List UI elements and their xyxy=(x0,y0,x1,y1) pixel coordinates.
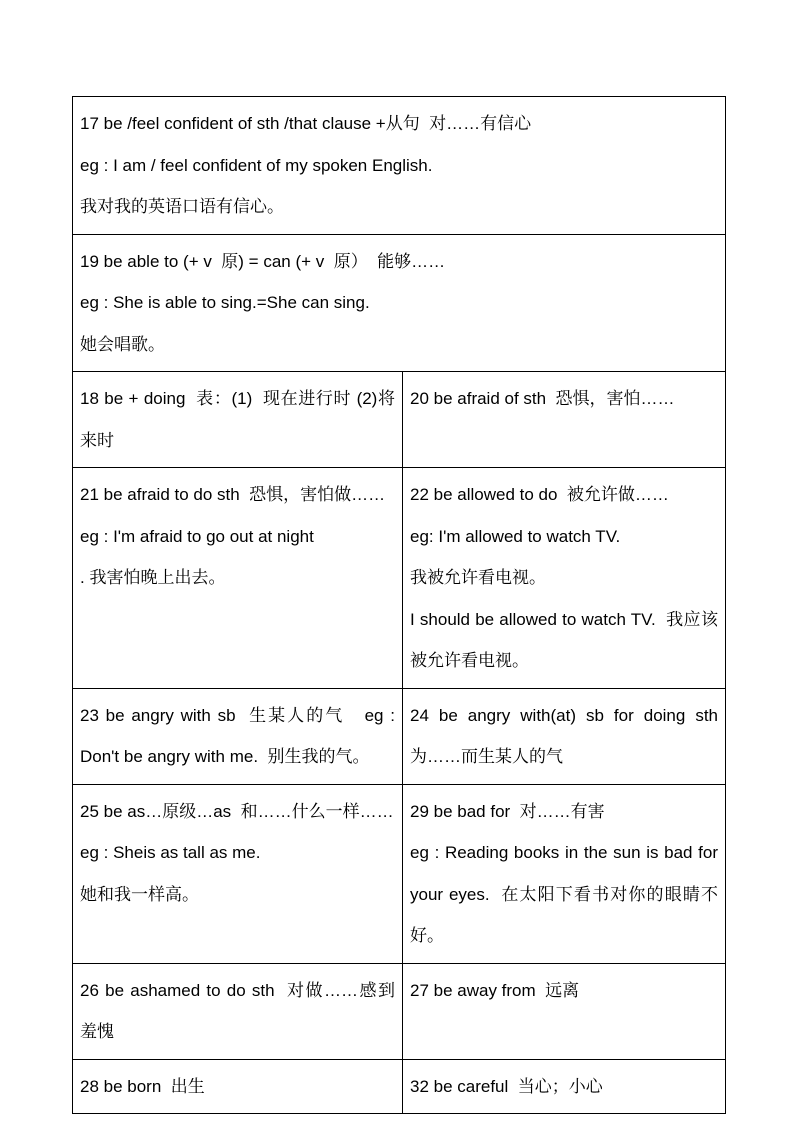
example-sentence: eg : I'm afraid to go out at night xyxy=(80,526,314,546)
entry-be-as-as xyxy=(73,784,403,963)
example-translation: 她会唱歌。 xyxy=(80,334,165,354)
entry-heading: 17 be /feel confident of sth /that clause +从句 对……有信心 xyxy=(80,114,532,133)
example-translation: 我对我的英语口语有信心。 xyxy=(80,197,284,216)
example-sentence: eg : Reading books in the sun is bad for your eyes. 在太阳下看书对你的眼睛不好。 xyxy=(410,843,723,945)
entry-be-afraid-of xyxy=(403,372,726,468)
entry-be-born xyxy=(73,1059,403,1114)
entry-heading: 32 be careful 当心；小心 xyxy=(410,1076,603,1096)
entry-heading: 18 be + doing 表：(1) 现在进行时 (2)将来时 xyxy=(80,389,395,450)
entry-heading: 26 be ashamed to do sth 对做……感到羞愧 xyxy=(80,980,395,1041)
entry-be-angry-with xyxy=(73,688,403,784)
entry-heading: 25 be as…原级…as 和……什么一样…… xyxy=(80,801,394,821)
entry-heading: 29 be bad for 对……有害 xyxy=(410,801,605,821)
example-sentence: eg : Sheis as tall as me. xyxy=(80,843,261,862)
entry-be-bad-for xyxy=(403,784,726,963)
entry-heading: 21 be afraid to do sth 恐惧，害怕做…… xyxy=(80,485,386,504)
entry-heading: 28 be born 出生 xyxy=(80,1076,205,1096)
table-row xyxy=(73,784,726,963)
entry-be-careful xyxy=(403,1059,726,1114)
table-row xyxy=(73,97,726,235)
entry-heading: 24 be angry with(at) sb for doing sth 为……而生某人的气 xyxy=(410,705,723,766)
example-translation: 她和我一样高。 xyxy=(80,884,199,904)
entry-be-ashamed-to xyxy=(73,963,403,1059)
vocabulary-table xyxy=(72,96,726,1114)
entry-heading: 27 be away from 远离 xyxy=(410,980,580,1000)
entry-be-afraid-to xyxy=(73,468,403,689)
example-translation: . 我害怕晚上出去。 xyxy=(80,568,226,587)
example-translation: 我被允许看电视。 xyxy=(410,568,546,587)
example-sentence: eg: I'm allowed to watch TV. xyxy=(410,526,621,546)
table-row xyxy=(73,963,726,1059)
table-row xyxy=(73,372,726,468)
entry-be-confident-of xyxy=(73,97,726,235)
entry-be-able-to xyxy=(73,234,726,372)
example-sentence: eg : She is able to sing.=She can sing. xyxy=(80,293,370,312)
entry-be-angry-with-for xyxy=(403,688,726,784)
entry-be-doing xyxy=(73,372,403,468)
entry-be-allowed-to xyxy=(403,468,726,689)
entry-be-away-from xyxy=(403,963,726,1059)
entry-heading: 20 be afraid of sth 恐惧，害怕…… xyxy=(410,389,675,408)
table-row xyxy=(73,1059,726,1114)
example-sentence-2: I should be allowed to watch TV. 我应该被允许看电视。 xyxy=(410,609,718,670)
table-row xyxy=(73,234,726,372)
example-sentence: eg : I am / feel confident of my spoken English. xyxy=(80,155,433,175)
table-row xyxy=(73,688,726,784)
entry-heading: 23 be angry with sb 生某人的气 eg : Don't be angry with me. 别生我的气。 xyxy=(80,705,400,766)
table-row xyxy=(73,468,726,689)
entry-heading: 19 be able to (+ v 原) = can (+ v 原） 能够…… xyxy=(80,251,446,271)
entry-heading: 22 be allowed to do 被允许做…… xyxy=(410,485,669,504)
